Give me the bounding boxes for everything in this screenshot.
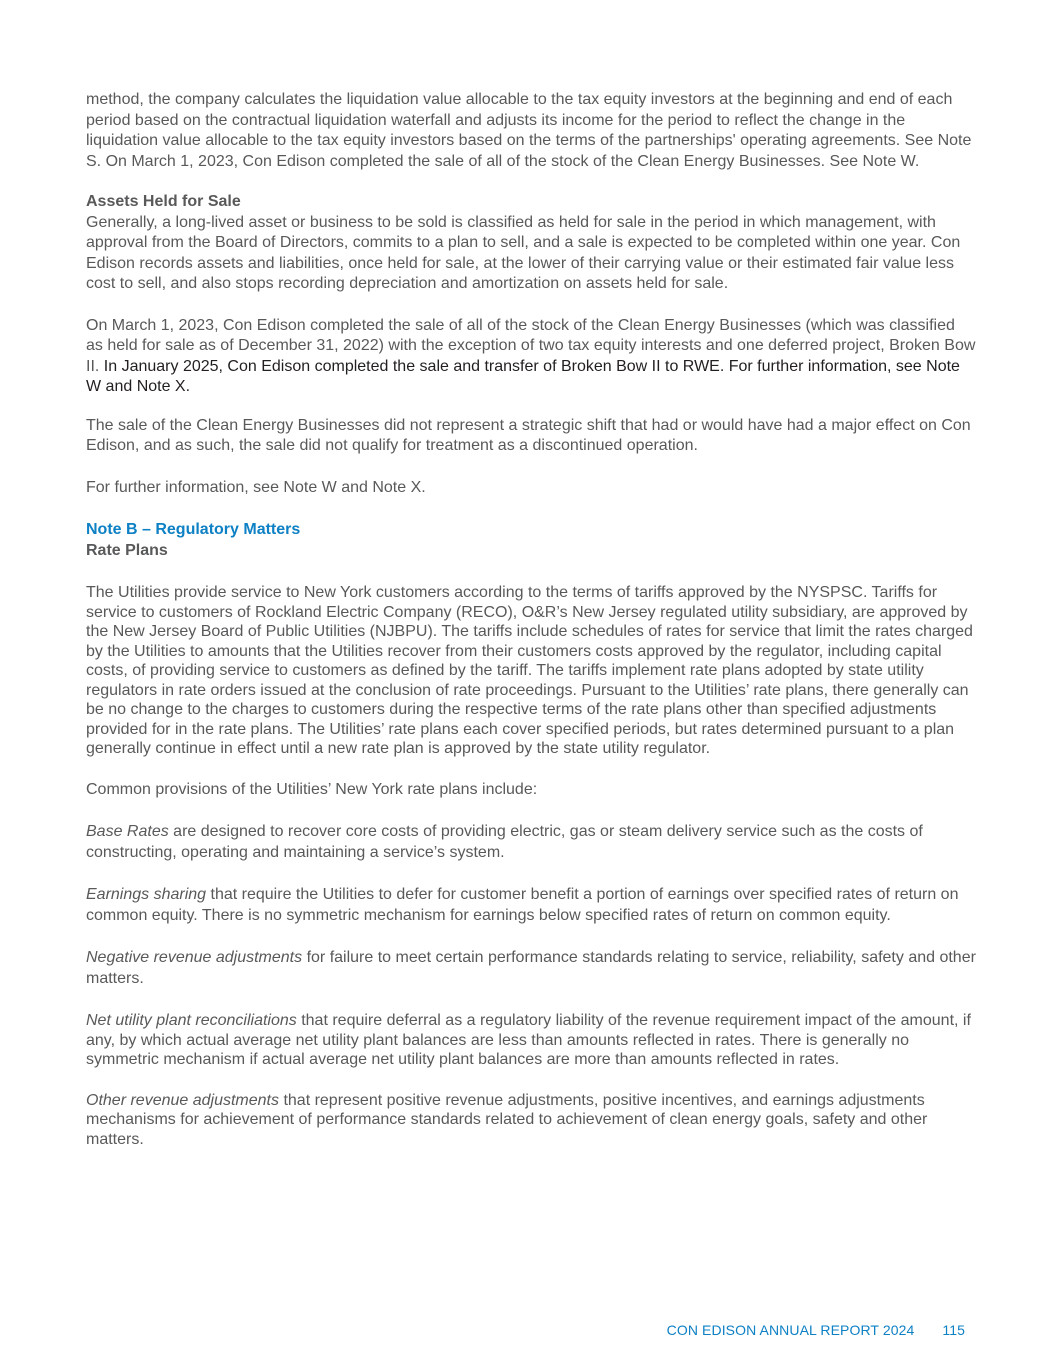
provision-term: Earnings sharing xyxy=(86,886,207,903)
page-number: 115 xyxy=(942,1322,965,1338)
document-page xyxy=(86,90,976,1149)
provision-negative-revenue-adjustments xyxy=(86,948,976,989)
rate-plans-para-1: The Utilities provide service to New York customers according to the terms of tariffs approved by the NYSPSC. Tariffs for service to customers of Rockland Electric Company (RECO), O&R’s New Jersey regulated utility subsidiary, are approved by the New Jersey Board of Public Utilities (NJBPU). The tariffs include schedules of rates for service that limit the rates charged by the Utilities to amounts that the Utilities recover from their customers costs approved by the regulator, including capital costs, of providing service to customers as defined by the tariff. The tariffs implement rate plans adopted by state utility regulators in rate orders issued at the conclusion of rate proceedings. Pursuant to the Utilities’ rate plans, there generally can be no change to the charges to customers during the respective terms of the rate plans other than specified adjustments provided for in the rate plans. The Utilities’ rate plans each cover specified periods, but rates determined pursuant to a plan generally continue in effect until a new rate plan is approved by the state utility regulator. xyxy=(86,584,973,757)
note-b-title: Note B – Regulatory Matters xyxy=(86,521,301,538)
provision-net-utility-plant-reconciliations xyxy=(86,1011,976,1070)
provision-text: that require the Utilities to defer for customer benefit a portion of earnings over specified rates of return on common equity. There is no symmetric mechanism for earnings below specified rates of return on common equity. xyxy=(86,886,959,924)
provision-text: that require deferral as a regulatory liability of the revenue requirement impact of the amount, if any, by which actual average net utility plant balances are less than amounts reflected in rates. There is generally no symmetric mechanism if actual average net utility plant balances are more than amounts reflected in rates. xyxy=(86,1012,971,1068)
provision-term: Base Rates xyxy=(86,823,169,840)
provision-term: Other revenue adjustments xyxy=(86,1091,279,1109)
provision-base-rates xyxy=(86,822,976,863)
assets-held-for-sale-para-4: For further information, see Note W and Note X. xyxy=(86,478,426,496)
intro-paragraph: method, the company calculates the liquidation value allocable to the tax equity investors at the beginning and end of each period based on the contractual liquidation waterfall and adjusts its income for the period to reflect the change in the liquidation value allocable to the tax equity investors based on the terms of the partnerships' operating agreements. See Note S. On March 1, 2023, Con Edison completed the sale of all of the stock of the Clean Energy Businesses. See Note W. xyxy=(86,91,972,170)
para-2-part-2: In January 2025, Con Edison completed the sale and transfer of Broken Bow II to RWE. For further information, see Note W and Note X. xyxy=(86,357,960,395)
assets-held-for-sale-para-2 xyxy=(86,316,976,398)
provision-text: for failure to meet certain performance standards relating to service, reliability, safety and other matters. xyxy=(86,949,976,987)
report-title: CON EDISON ANNUAL REPORT 2024 xyxy=(666,1322,915,1338)
assets-held-for-sale-para-3: The sale of the Clean Energy Businesses did not represent a strategic shift that had or would have had a major effect on Con Edison, and as such, the sale did not qualify for treatment as a discontinued operation. xyxy=(86,416,971,454)
rate-plans-para-2: Common provisions of the Utilities’ New York rate plans include: xyxy=(86,780,538,798)
provision-term: Net utility plant reconciliations xyxy=(86,1012,297,1029)
page-footer xyxy=(667,1320,965,1341)
assets-held-for-sale-heading: Assets Held for Sale xyxy=(86,193,241,210)
provision-text: that represent positive revenue adjustments, positive incentives, and earnings adjustments mechanisms for achievement of performance standards related to achievement of clean energy goals, safety and other matters. xyxy=(86,1091,928,1148)
provision-term: Negative revenue adjustments xyxy=(86,949,303,966)
para-2-part-1: On March 1, 2023, Con Edison completed the sale of all of the stock of the Clean Energy Businesses (which was classified as held for sale as of December 31, 2022) with the exception of two tax equity interests and one deferred project, Broken Bow II. xyxy=(86,316,976,375)
assets-held-for-sale-para-1: Generally, a long-lived asset or business to be sold is classified as held for sale in the period in which management, with approval from the Board of Directors, commits to a plan to sell, and a sale is expected to be completed within one year. Con Edison records assets and liabilities, once held for sale, at the lower of their carrying value or their estimated fair value less cost to sell, and also stops recording depreciation and amortization on assets held for sale. xyxy=(86,213,961,292)
rate-plans-subtitle: Rate Plans xyxy=(86,541,168,559)
provision-earnings-sharing xyxy=(86,885,976,926)
provision-text: are designed to recover core costs of providing electric, gas or steam delivery service such as the costs of constructing, operating and maintaining a service’s system. xyxy=(86,823,923,861)
provision-other-revenue-adjustments xyxy=(86,1091,976,1150)
